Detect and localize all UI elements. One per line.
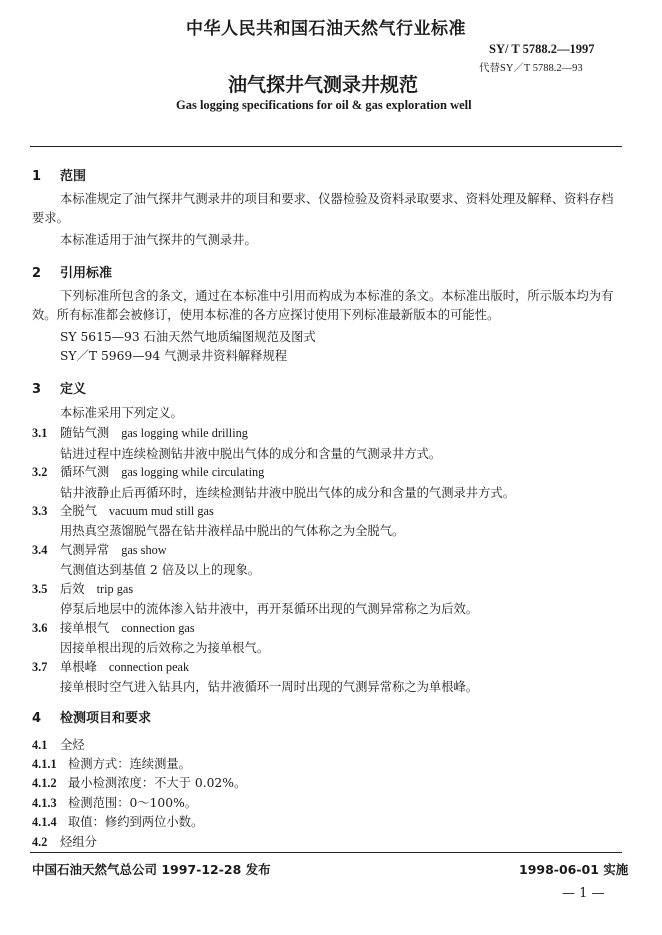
term-en: gas logging while drilling xyxy=(121,426,248,440)
term-definition: 用热真空蒸馏脱气器在钻井液样品中脱出的气体称之为全脱气。 xyxy=(60,524,405,538)
definition-term xyxy=(32,657,189,675)
reference-standard: SY／T 5969—94 气测录井资料解释规程 xyxy=(60,349,288,363)
paragraph: 本标准采用下列定义。 xyxy=(60,406,183,420)
issue-statement: 中国石油天然气总公司 1997-12-28 发布 xyxy=(32,862,271,877)
section-number: 2 xyxy=(32,266,42,281)
clause-text: 检测方式：连续测量。 xyxy=(68,757,191,771)
term-cn: 随钻气测 xyxy=(60,426,110,440)
term-cn: 全脱气 xyxy=(60,504,97,518)
section-title: 范围 xyxy=(60,169,87,184)
term-number: 3.4 xyxy=(32,543,48,557)
section-title: 检测项目和要求 xyxy=(60,711,152,726)
clause-number: 4.1.2 xyxy=(32,776,57,790)
definition-term xyxy=(32,501,214,519)
section-heading xyxy=(32,707,151,726)
effective-date: 1998-06-01 实施 xyxy=(519,862,629,877)
term-en: vacuum mud still gas xyxy=(108,504,214,518)
term-definition: 停泵后地层中的流体渗入钻井液中，再开泵循环出现的气测异常称之为后效。 xyxy=(60,602,479,616)
clause-number: 4.1.1 xyxy=(32,757,57,771)
standard-number: SY/ T 5788.2—1997 xyxy=(489,42,595,56)
term-en: trip gas xyxy=(96,582,134,596)
section-number: 4 xyxy=(32,711,42,726)
term-definition: 钻井液静止后再循环时，连续检测钻井液中脱出气体的成分和含量的气测录井方式。 xyxy=(60,486,515,500)
term-definition: 因接单根出现的后效称之为接单根气。 xyxy=(60,641,270,655)
clause-text: 全烃 xyxy=(60,738,85,752)
definition-term xyxy=(32,579,133,597)
paragraph: 本标准规定了油气探井气测录井的项目和要求、仪器检验及资料录取要求、资料处理及解释、资料存档要求。 xyxy=(32,192,614,225)
term-number: 3.3 xyxy=(32,504,48,518)
clause-number: 4.1 xyxy=(32,738,48,752)
clause-item xyxy=(32,773,246,791)
paragraph: 本标准适用于油气探井的气测录井。 xyxy=(60,233,257,247)
section-number: 3 xyxy=(32,382,42,397)
clause-item xyxy=(32,793,197,811)
term-en: connection gas xyxy=(121,621,195,635)
term-definition: 钻进过程中连续检测钻井液中脱出气体的成分和含量的气测录井方式。 xyxy=(60,447,442,461)
clause-item xyxy=(32,754,191,772)
term-cn: 气测异常 xyxy=(60,543,110,557)
clause-item xyxy=(32,832,97,850)
section-heading xyxy=(32,378,86,397)
term-number: 3.6 xyxy=(32,621,48,635)
term-number: 3.2 xyxy=(32,465,48,479)
term-number: 3.1 xyxy=(32,426,48,440)
clause-number: 4.1.4 xyxy=(32,815,57,829)
term-definition: 接单根时空气进入钻具内，钻井液循环一周时出现的气测异常称之为单根峰。 xyxy=(60,680,479,694)
replaces-standard: 代替SY／T 5788.2—93 xyxy=(479,63,583,74)
paragraph: 下列标准所包含的条文，通过在本标准中引用而构成为本标准的条文。本标准出版时，所示版本均为有效。所有标准都会被修订，使用本标准的各方应探讨使用下列标准最新版本的可能性。 xyxy=(32,289,614,322)
term-number: 3.5 xyxy=(32,582,48,596)
section-number: 1 xyxy=(32,169,42,184)
section-heading xyxy=(32,165,86,184)
definition-term xyxy=(32,618,195,636)
header-divider xyxy=(30,146,622,147)
document-title-en: Gas logging specifications for oil & gas exploration well xyxy=(176,98,472,112)
term-number: 3.7 xyxy=(32,660,48,674)
reference-standard: SY 5615—93 石油天然气地质编图规范及图式 xyxy=(60,330,316,344)
definition-term xyxy=(32,423,248,441)
clause-number: 4.1.3 xyxy=(32,796,57,810)
clause-text: 检测范围：0～100%。 xyxy=(68,796,198,810)
clause-number: 4.2 xyxy=(32,835,48,849)
section-title: 引用标准 xyxy=(60,266,113,281)
document-title-cn: 油气探井气测录井规范 xyxy=(228,74,419,96)
term-cn: 循环气测 xyxy=(60,465,110,479)
definition-term xyxy=(32,540,167,558)
page-number: — 1 — xyxy=(562,886,605,901)
clause-item xyxy=(32,735,85,753)
clause-text: 最小检测浓度：不大于 0.02%。 xyxy=(68,776,247,790)
clause-text: 取值：修约到两位小数。 xyxy=(68,815,204,829)
definition-term xyxy=(32,462,264,480)
term-cn: 后效 xyxy=(60,582,85,596)
clause-item xyxy=(32,812,203,830)
clause-text: 烃组分 xyxy=(60,835,97,849)
standard-category-banner: 中华人民共和国石油天然气行业标准 xyxy=(186,19,466,39)
term-en: gas logging while circulating xyxy=(121,465,265,479)
term-cn: 单根峰 xyxy=(60,660,97,674)
term-definition: 气测值达到基值 2 倍及以上的现象。 xyxy=(60,563,261,577)
section-title: 定义 xyxy=(60,382,87,397)
section-heading xyxy=(32,262,112,281)
term-en: connection peak xyxy=(108,660,190,674)
footer-divider xyxy=(30,852,622,853)
term-en: gas show xyxy=(121,543,167,557)
term-cn: 接单根气 xyxy=(60,621,110,635)
